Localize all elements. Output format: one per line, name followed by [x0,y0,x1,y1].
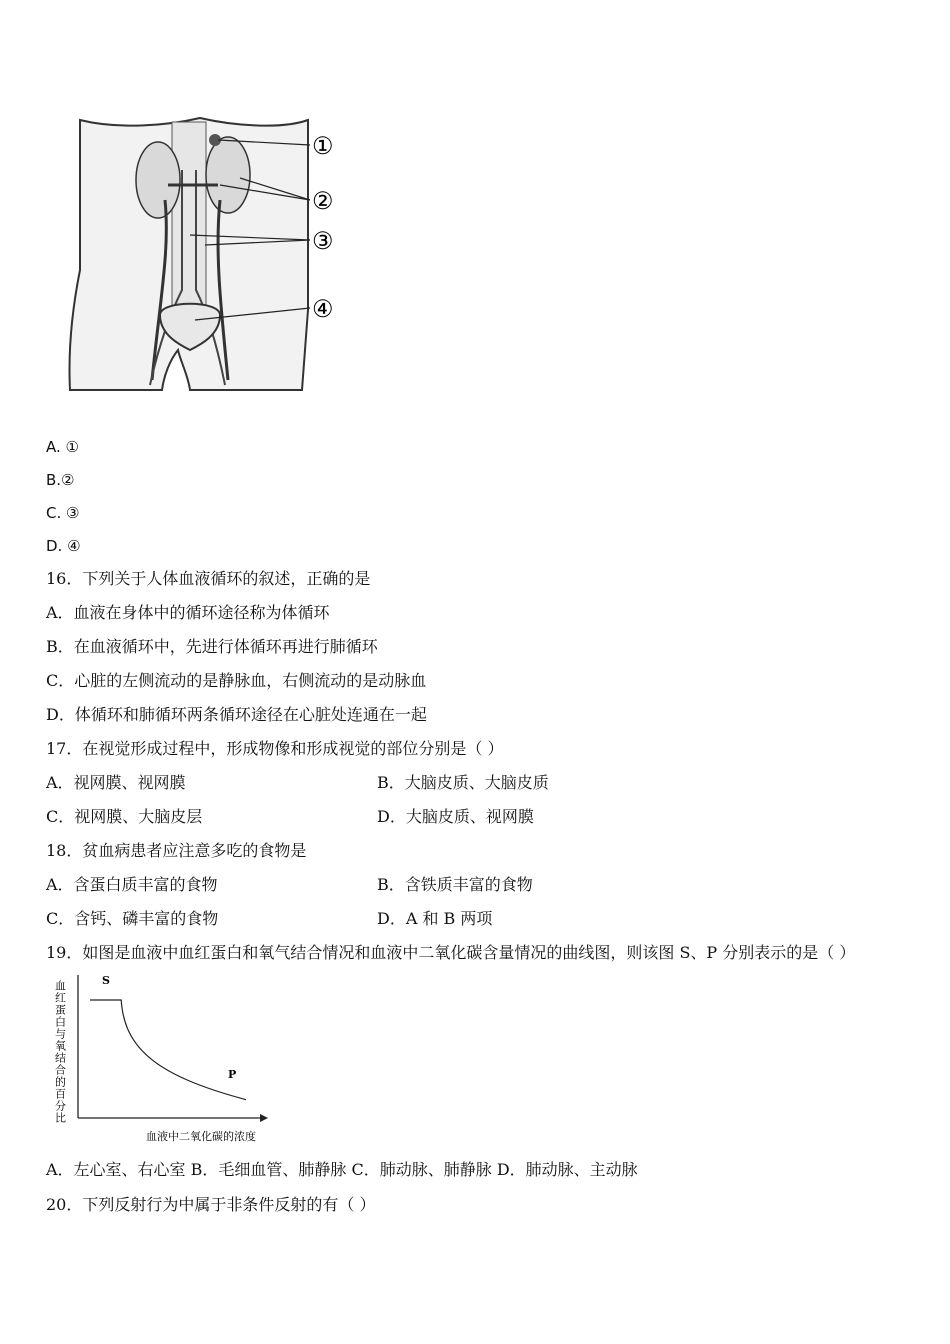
q19-options: A．左心室、右心室 B．毛细血管、肺静脉 C．肺动脉、肺静脉 D．肺动脉、主动脉 [46,1160,638,1179]
q15-option-a: A. ① [46,438,79,456]
q18-option-d: D．A 和 B 两项 [377,909,493,928]
q18-option-a: A．含蛋白质丰富的食物 [46,875,218,894]
chart-series-curve [90,1000,246,1100]
callout-2: ② [312,187,334,215]
q17-option-d: D．大脑皮质、视网膜 [377,807,534,826]
q20-stem: 20．下列反射行为中属于非条件反射的有（ ） [46,1195,376,1214]
q15-option-d: D. ④ [46,537,81,555]
q18-option-b: B．含铁质丰富的食物 [377,875,533,894]
q17-option-c: C．视网膜、大脑皮层 [46,807,203,826]
chart-label-s: S [102,974,110,987]
chart-xlabel: 血液中二氧化碳的浓度 [146,1130,256,1143]
q16-option-b: B．在血液循环中，先进行体循环再进行肺循环 [46,637,378,656]
q16-option-a: A．血液在身体中的循环途径称为体循环 [46,603,330,622]
callout-1: ① [312,132,334,160]
urinary-system-diagram [60,110,360,400]
right-kidney [206,137,250,213]
q18-stem: 18．贫血病患者应注意多吃的食物是 [46,841,307,860]
left-kidney [136,142,180,218]
spine [172,122,206,322]
callout-3: ③ [312,227,334,255]
q19-stem: 19．如图是血液中血红蛋白和氧气结合情况和血液中二氧化碳含量情况的曲线图，则该图 S、P 分别表示的是（ ） [46,943,856,962]
q18-option-c: C．含钙、磷丰富的食物 [46,909,219,928]
q16-option-d: D．体循环和肺循环两条循环途径在心脏处连通在一起 [46,705,427,724]
chart-ylabel: 血红蛋白与氧结合的百分比 [53,980,67,1124]
q16-option-c: C．心脏的左侧流动的是静脉血，右侧流动的是动脉血 [46,671,427,690]
chart-label-p: P [228,1068,237,1081]
q16-stem: 16．下列关于人体血液循环的叙述，正确的是 [46,569,371,588]
callout-4: ④ [312,295,334,323]
q15-option-c: C. ③ [46,504,80,522]
q15-option-b: B.② [46,471,75,489]
q17-option-b: B．大脑皮质、大脑皮质 [377,773,549,792]
q17-option-a: A．视网膜、视网膜 [46,773,186,792]
x-axis-arrow [260,1114,268,1122]
q19-chart [46,970,276,1146]
q17-stem: 17．在视觉形成过程中，形成物像和形成视觉的部位分别是（ ） [46,739,504,758]
